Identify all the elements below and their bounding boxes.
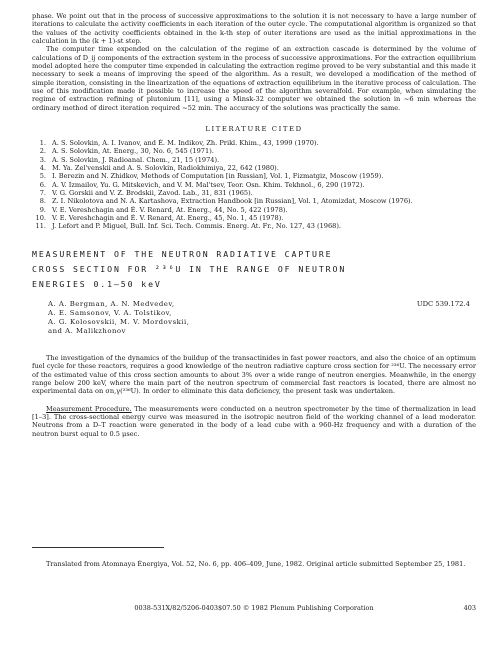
reference-list (32, 139, 476, 230)
intro-paragraph-2: The computer time expended on the calculation of the regime of an extraction cascade is determined by the volume of calculations of D_ij components of the extraction system in the process of successive approximations. For the extraction equilibrium model adopted here the computer time expended in calculating the extraction regime proved to be very substantial and this made it necessary to seek a means of improving the speed of the algorithm. As a result, we developed a modification of the method of simple iteration, consisting in the linearization of the equations of extraction equilibrium in the iterative process of calculation. The use of this modification made it possible to increase the speed of the algorithm severalfold. For example, when simulating the regime of extraction refining of plutonium [11], using a Minsk-32 computer we obtained the solution in ~6 min whereas the ordinary method of direct iteration required ~52 min. The accuracy of the solutions was practically the same. (32, 45, 476, 112)
reference-text: V. G. Gorskii and V. Z. Brodskii, Zavod. Lab., 31, 831 (1965). (52, 188, 253, 197)
reference-number: 6. (39, 180, 46, 189)
reference-text: V. E. Vereshchagin and É. V. Renard, At. Energ., 44, No. 5, 422 (1978). (52, 205, 288, 214)
article-body (32, 354, 476, 438)
page-number: 403 (463, 604, 476, 612)
reference-number: 5. (39, 172, 46, 181)
procedure-text: The measurements were conducted on a neutron spectrometer by the time of thermalization in lead [1–3]. The cross-sectional energy curve was measured in the isotropic neutron field of the working channel of a lead moderator. Neutrons from a D–T reaction were generated in the body of a lead cube with a 960-Hz frequency and with a duration of the neutron burst equal to 0.5 μsec. (32, 404, 476, 438)
reference-number: 8. (39, 197, 46, 206)
author-line: A. E. Samsonov, V. A. Tolstikov, (48, 309, 172, 318)
article-title-line: MEASUREMENT OF THE NEUTRON RADIATIVE CAPTURE (32, 249, 333, 260)
reference-number: 9. (39, 205, 46, 214)
reference-text: A. S. Solovkin, At. Energ., 30, No. 6, 545 (1971). (52, 147, 214, 156)
reference-item (32, 172, 476, 180)
reference-item (32, 206, 476, 214)
reference-number: 2. (39, 147, 46, 156)
footnote-divider (32, 547, 164, 548)
udc-code: UDC 539.172.4 (416, 300, 470, 309)
reference-item (32, 181, 476, 189)
reference-number: 7. (39, 188, 46, 197)
article-title (32, 247, 476, 292)
reference-text: A. S. Solovkin, J. Radioanal. Chem., 21, 15 (1974). (52, 155, 220, 164)
author-line: and A. Malikzhonov (48, 327, 126, 336)
reference-item (32, 222, 476, 230)
reference-text: J. Lefort and P. Miguel, Bull. Inf. Sci. Tech. Commis. Energ. At. Fr., No. 127, 43 (1968). (52, 222, 342, 231)
article-title-line: CROSS SECTION FOR ²³⁶U IN THE RANGE OF NEUTRON (32, 264, 347, 275)
reference-item (32, 189, 476, 197)
reference-item (32, 197, 476, 205)
author-list (48, 300, 476, 336)
reference-text: V. E. Vereshchagin and É. V. Renard, At. Energ., 45, No. 1, 45 (1978). (52, 213, 284, 222)
author-line: A. A. Bergman, A. N. Medvedev, (48, 300, 175, 309)
reference-number: 4. (39, 164, 46, 173)
reference-number: 3. (39, 155, 46, 164)
article-paragraph-2 (32, 405, 476, 438)
reference-text: A. S. Solovkin, A. I. Ivanov, and É. M. Indikov, Zh. Prikl. Khim., 43, 1999 (1970). (52, 139, 319, 148)
literature-cited-heading: LITERATURE CITED (205, 125, 303, 134)
article-paragraph-1: The investigation of the dynamics of the buildup of the transactinides in fast power reactors, and also the choice of an optimum fuel cycle for these reactors, requires a good knowledge of the neutron radiative capture cross section for ²³⁶U. The necessary error of the estimated value of this cross section amounts to about 3% over a wide range of neutron energies. Meanwhile, in the energy range below 200 keV, where the main part of the neutron spectrum of commercial fast reactors is located, there are almost no experimental data on σn,γ(²³⁶U). In order to eliminate this data deficiency, the present task was undertaken. (32, 354, 476, 396)
reference-text: I. Berezin and N. Zhidkov, Methods of Computation [in Russian], Vol. 1, Fizmatgiz, Moscow (1959). (52, 172, 384, 181)
reference-text: M. Ya. Zel'venskii and A. S. Solovkin, Radiokhimiya, 22, 642 (1980). (52, 164, 279, 173)
intro-paragraph-1: phase. We point out that in the process of successive approximations to the solution it is not necessary to have a large number of iterations to calculate the activity coefficients in each iteration of the outer cycle. The computational algorithm is organized so that the values of the activity coefficients obtained in the k-th step of outer iterations are used as the initial approximations in the calculation in the (k + 1)-st step. (32, 12, 476, 46)
reference-number: 10. (35, 213, 46, 222)
reference-number: 1. (39, 139, 46, 148)
reference-number: 11. (35, 222, 46, 231)
reference-text: A. V. Izmailov, Yu. G. Mitskevich, and V. M. Mal'tsev, Teor. Osn. Khim. Tekhnol., 6, 290 (1972). (52, 180, 365, 189)
section-heading-procedure: Measurement Procedure. (46, 404, 132, 413)
reference-item (32, 139, 476, 147)
author-line: A. G. Kolosovskii, M. V. Mordovskii, (48, 318, 190, 327)
byline (32, 300, 476, 336)
reference-item (32, 147, 476, 155)
reference-item (32, 156, 476, 164)
page-footer (32, 604, 476, 612)
translation-footnote: Translated from Atomnaya Énergiya, Vol. 52, No. 6, pp. 406–409, June, 1982. Original article submitted September 25, 1981. (46, 559, 466, 568)
article-title-line: ENERGIES 0.1–50 keV (32, 279, 162, 290)
reference-text: Z. I. Nikolotova and N. A. Kartashova, Extraction Handbook [in Russian], Vol. 1, Atomizdat, Moscow (1976). (52, 197, 413, 206)
page-content (32, 12, 476, 438)
reference-item (32, 214, 476, 222)
copyright-line: 0038-531X/82/5206-0403$07.50 © 1982 Plenum Publishing Corporation (134, 604, 374, 612)
reference-item (32, 164, 476, 172)
